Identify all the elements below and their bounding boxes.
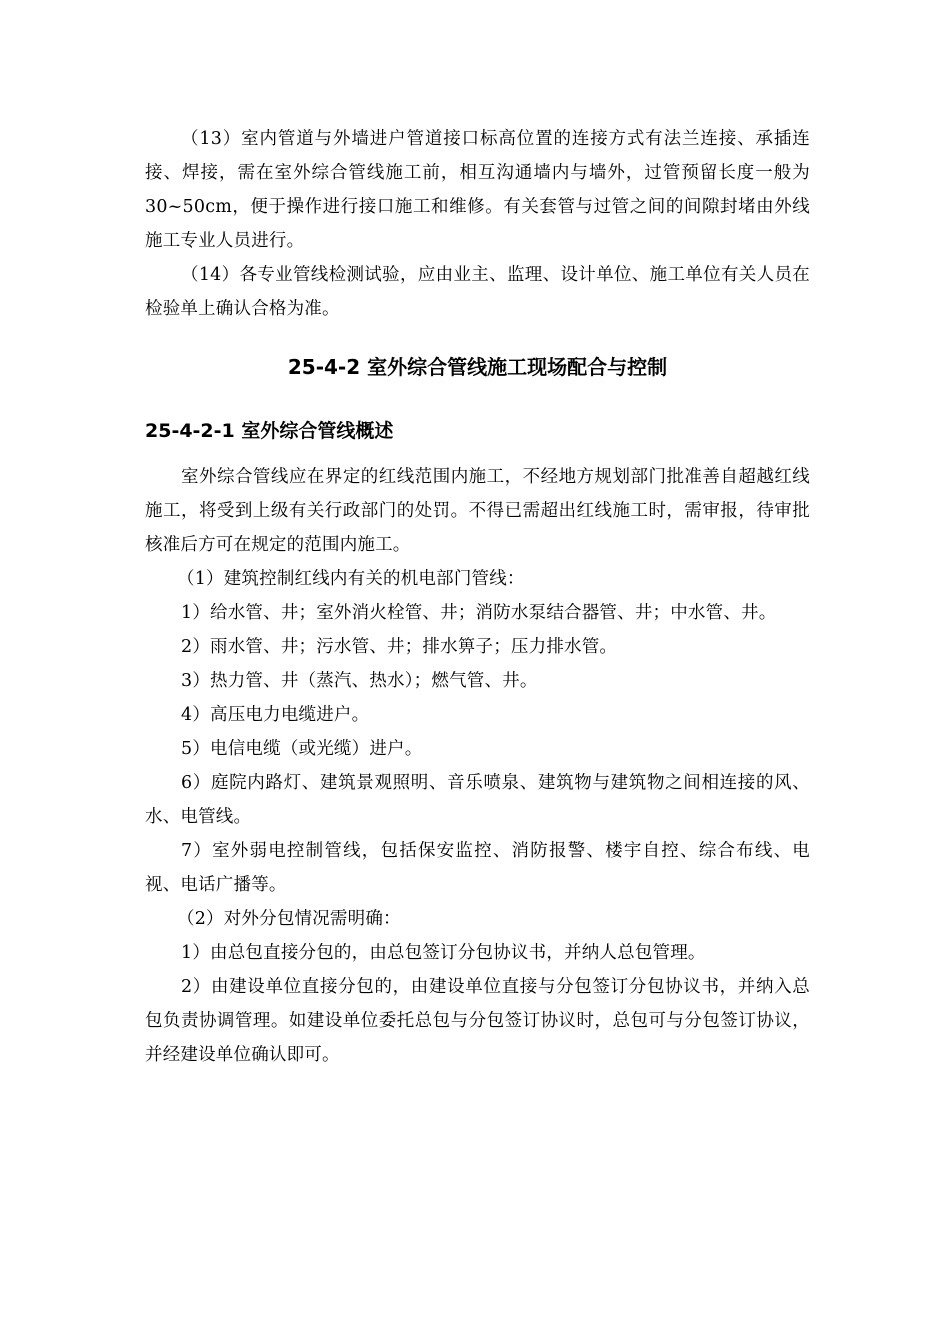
list1-item: 6）庭院内路灯、建筑景观照明、音乐喷泉、建筑物与建筑物之间相连接的风、水、电管线。	[145, 773, 810, 827]
list1-item: 5）电信电缆（或光缆）进户。	[181, 739, 423, 759]
paragraph-14: （14）各专业管线检测试验，应由业主、监理、设计单位、施工单位有关人员在检验单上确认合格为准。	[145, 265, 810, 319]
list2-title: （2）对外分包情况需明确：	[177, 909, 401, 929]
section-heading: 25-4-2 室外综合管线施工现场配合与控制	[287, 355, 668, 379]
list1-item: 3）热力管、井（蒸汽、热水）；燃气管、井。	[181, 671, 538, 691]
subsection-heading: 25-4-2-1 室外综合管线概述	[145, 420, 394, 442]
list1-item: 2）雨水管、井；污水管、井；排水箅子；压力排水管。	[181, 637, 618, 657]
paragraph-13: （13）室内管道与外墙进户管道接口标高位置的连接方式有法兰连接、承插连接、焊接，需在室外综合管线施工前，相互沟通墙内与墙外，过管预留长度一般为30~50cm，便于操作进行接口施工和维修。有关套管与过管之间的间隙封堵由外线施工专业人员进行。	[145, 129, 810, 251]
list2-item: 2）由建设单位直接分包的，由建设单位直接与分包签订分包协议书，并纳入总包负责协调管理。如建设单位委托总包与分包签订协议时，总包可与分包签订协议，并经建设单位确认即可。	[145, 977, 810, 1065]
list1-title: （1）建筑控制红线内有关的机电部门管线：	[177, 569, 525, 589]
list1-item: 1）给水管、井；室外消火栓管、井；消防水泵结合器管、井；中水管、井。	[181, 603, 777, 623]
intro-paragraph: 室外综合管线应在界定的红线范围内施工，不经地方规划部门批准善自超越红线施工，将受到上级有关行政部门的处罚。不得已需超出红线施工时，需审报，待审批核准后方可在规定的范围内施工。	[145, 467, 810, 555]
list1-item: 7）室外弱电控制管线，包括保安监控、消防报警、楼宇自控、综合布线、电视、电话广播等。	[145, 841, 810, 895]
list2-item: 1）由总包直接分包的，由总包签订分包协议书，并纳人总包管理。	[181, 943, 706, 963]
document-body	[145, 122, 810, 1072]
list1-item: 4）高压电力电缆进户。	[181, 705, 370, 725]
